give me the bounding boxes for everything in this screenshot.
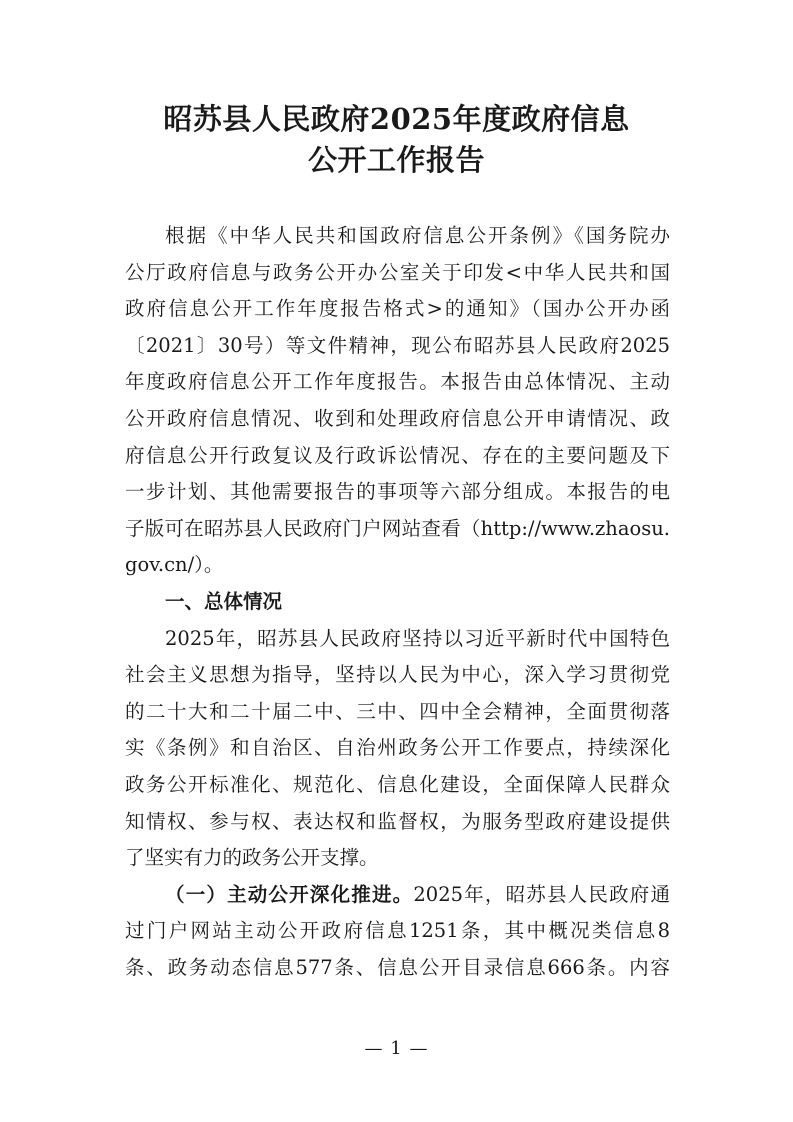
section-line: 实《条例》和自治区、自治州政务公开工作要点，持续深化 bbox=[125, 736, 670, 760]
page-number: — 1 — bbox=[364, 1038, 429, 1059]
intro-line: 府信息公开行政复议及行政诉讼情况、存在的主要问题及下 bbox=[125, 443, 670, 467]
section-line: 社会主义思想为指导，坚持以人民为中心，深入学习贯彻党 bbox=[125, 663, 670, 687]
section-line: 了坚实有力的政务公开支撑。 bbox=[125, 846, 379, 870]
section-line: 的二十大和二十届二中、三中、四中全会精神，全面贯彻落 bbox=[125, 699, 670, 723]
section-line: 知情权、参与权、表达权和监督权，为服务型政府建设提供 bbox=[125, 809, 670, 833]
intro-line: 公开政府信息情况、收到和处理政府信息公开申请情况、政 bbox=[125, 406, 670, 430]
intro-line: 年度政府信息公开工作年度报告。本报告由总体情况、主动 bbox=[125, 370, 670, 394]
document-body bbox=[125, 218, 670, 986]
subsection-heading: （一）主动公开深化推进。 bbox=[165, 882, 414, 906]
intro-line: 一步计划、其他需要报告的事项等六部分组成。本报告的电 bbox=[125, 480, 670, 504]
intro-line: gov.cn/）。 bbox=[125, 553, 224, 577]
intro-line: 公厅政府信息与政务公开办公室关于印发<中华人民共和国 bbox=[125, 260, 670, 284]
intro-line: 政府信息公开工作年度报告格式>的通知》（国办公开办函 bbox=[125, 297, 670, 321]
subsection-line bbox=[125, 877, 670, 914]
subsection-line: 条、政务动态信息577条、信息公开目录信息666条。内容 bbox=[125, 955, 670, 979]
document-title-line-1: 昭苏县人民政府2025年度政府信息 bbox=[163, 102, 630, 136]
section-line: 2025年，昭苏县人民政府坚持以习近平新时代中国特色 bbox=[165, 626, 670, 650]
section-heading: 一、总体情况 bbox=[165, 589, 283, 613]
document-title-line-2: 公开工作报告 bbox=[307, 143, 485, 177]
intro-line: 〔2021〕30号）等文件精神，现公布昭苏县人民政府2025 bbox=[125, 333, 670, 357]
intro-line: 子版可在昭苏县人民政府门户网站查看（http://www.zhaosu. bbox=[125, 516, 670, 540]
subsection-text: 2025年，昭苏县人民政府通 bbox=[413, 882, 670, 906]
section-line: 政务公开标准化、规范化、信息化建设，全面保障人民群众 bbox=[125, 772, 670, 796]
intro-line: 根据《中华人民共和国政府信息公开条例》《国务院办 bbox=[165, 224, 670, 247]
subsection-line: 过门户网站主动公开政府信息1251条，其中概况类信息8 bbox=[125, 919, 670, 943]
